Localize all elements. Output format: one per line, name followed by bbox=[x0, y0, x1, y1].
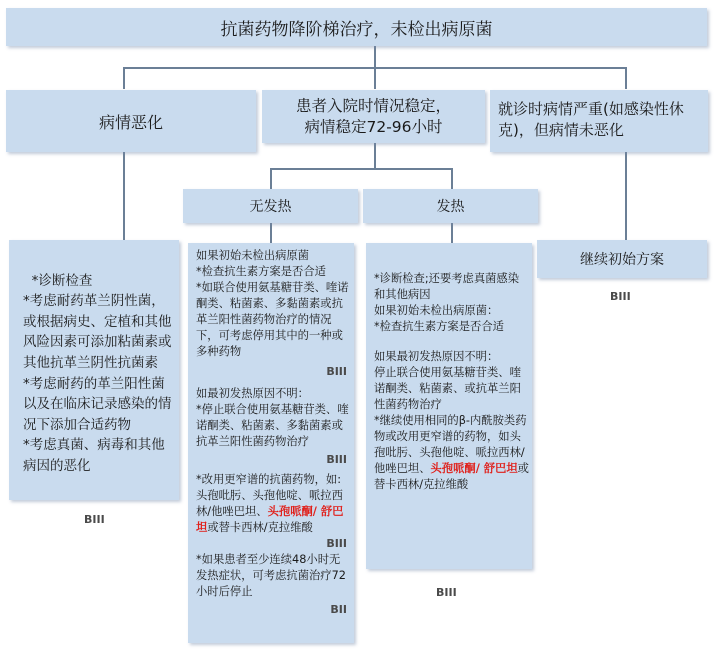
connector-title-down bbox=[374, 46, 376, 68]
connector-split-horizontal bbox=[270, 168, 452, 170]
connector-fever-down bbox=[451, 223, 453, 243]
no-fever-p3-text-b: 或替卡西林/克拉维酸 bbox=[207, 521, 313, 534]
connector-middle-split bbox=[374, 143, 376, 169]
branch-severe bbox=[490, 90, 708, 152]
title-box bbox=[6, 8, 707, 46]
deteriorating-detail-text: *诊断检查 *考虑耐药革兰阴性菌，或根据病史、定植和其他风险因素可添加粘菌素或其他抗革兰阴性抗菌素 *考虑耐药的革兰阳性菌以及在临床记录感染的情况下添加合适药物 *考虑真菌、病毒和其他病因的恶化 bbox=[23, 272, 172, 474]
branch-stable-label: 患者入院时情况稳定， 病情稳定72-96小时 bbox=[295, 96, 451, 136]
fever-p2-highlight: 头孢哌酮/ 舒巴坦 bbox=[430, 462, 518, 475]
connector-left-long bbox=[123, 152, 125, 240]
fever-p2 bbox=[374, 349, 529, 493]
branch-severe-label: 就诊时病情严重(如感染性休克)，但病情未恶化 bbox=[498, 100, 684, 139]
sub-branch-no-fever-label: 无发热 bbox=[249, 199, 292, 215]
connector-right-long bbox=[625, 152, 627, 240]
connector-middle-down bbox=[374, 67, 376, 89]
no-fever-grade-3: BIII bbox=[326, 537, 347, 550]
deteriorating-detail-box bbox=[9, 240, 179, 500]
deteriorating-grade: BIII bbox=[84, 513, 105, 526]
fever-p2-text: 如果最初发热原因不明： 停止联合使用氨基糖苷类、喹诺酮类、粘菌素、或抗革兰阳性菌药物治疗 *继续使用相同的β-内酰胺类药物或改用更窄谱的药物，如头孢吡肟、头孢他啶、哌拉西林/他唑巴坦、 bbox=[374, 350, 527, 475]
fever-p2-text-b: 或替卡西林/克拉维酸 bbox=[374, 462, 529, 491]
connector-nofever-down bbox=[270, 223, 272, 243]
continue-initial-grade: BIII bbox=[610, 290, 631, 303]
sub-branch-fever bbox=[363, 189, 538, 223]
branch-deteriorating-label: 病情恶化 bbox=[98, 112, 163, 132]
continue-initial-text: 继续初始方案 bbox=[580, 252, 664, 268]
connector-left-down bbox=[123, 67, 125, 89]
connector-nofever-up bbox=[270, 168, 272, 190]
connector-right-down bbox=[625, 67, 627, 89]
no-fever-grade-1: BIII bbox=[326, 365, 347, 378]
no-fever-p2: 如最初发热原因不明： *停止联合使用氨基糖苷类、喹诺酮类、粘菌素、多黏菌素或抗革兰阳性菌药物治疗 bbox=[196, 387, 349, 448]
sub-branch-fever-label: 发热 bbox=[436, 199, 465, 215]
fever-detail-box bbox=[366, 243, 532, 569]
no-fever-p3 bbox=[196, 472, 351, 536]
continue-initial-box bbox=[537, 240, 707, 278]
no-fever-grade-2: BIII bbox=[326, 453, 347, 466]
no-fever-p4: *如果患者至少连续48小时无发热症状，可考虑抗菌治疗72小时后停止 bbox=[196, 553, 346, 598]
no-fever-p3-highlight: 头孢哌酮/ 舒巴坦 bbox=[196, 505, 344, 534]
branch-stable bbox=[262, 90, 485, 143]
no-fever-p3-text-a: *改用更窄谱的抗菌药物，如:头孢吡肟、头孢他啶、哌拉西林/他唑巴坦、 bbox=[196, 473, 343, 518]
title-text: 抗菌药物降阶梯治疗，未检出病原菌 bbox=[220, 19, 493, 40]
sub-branch-no-fever bbox=[183, 189, 358, 223]
connector-fever-up bbox=[451, 168, 453, 190]
fever-p1: *诊断检查;还要考虑真菌感染和其他病因 如果初始未检出病原菌： *检查抗生素方案是否合适 bbox=[374, 272, 520, 333]
no-fever-detail-box bbox=[188, 243, 354, 643]
fever-grade: BIII bbox=[436, 586, 457, 599]
branch-deteriorating bbox=[6, 90, 256, 152]
no-fever-grade-4: BII bbox=[330, 603, 347, 616]
no-fever-p1: 如果初始未检出病原菌 *检查抗生素方案是否合适 *如联合使用氨基糖苷类、喹诺酮类、粘菌素、多黏菌素或抗革兰阳性菌药物治疗的情况下，可考虑停用其中的一种或多种药物 bbox=[196, 249, 349, 358]
